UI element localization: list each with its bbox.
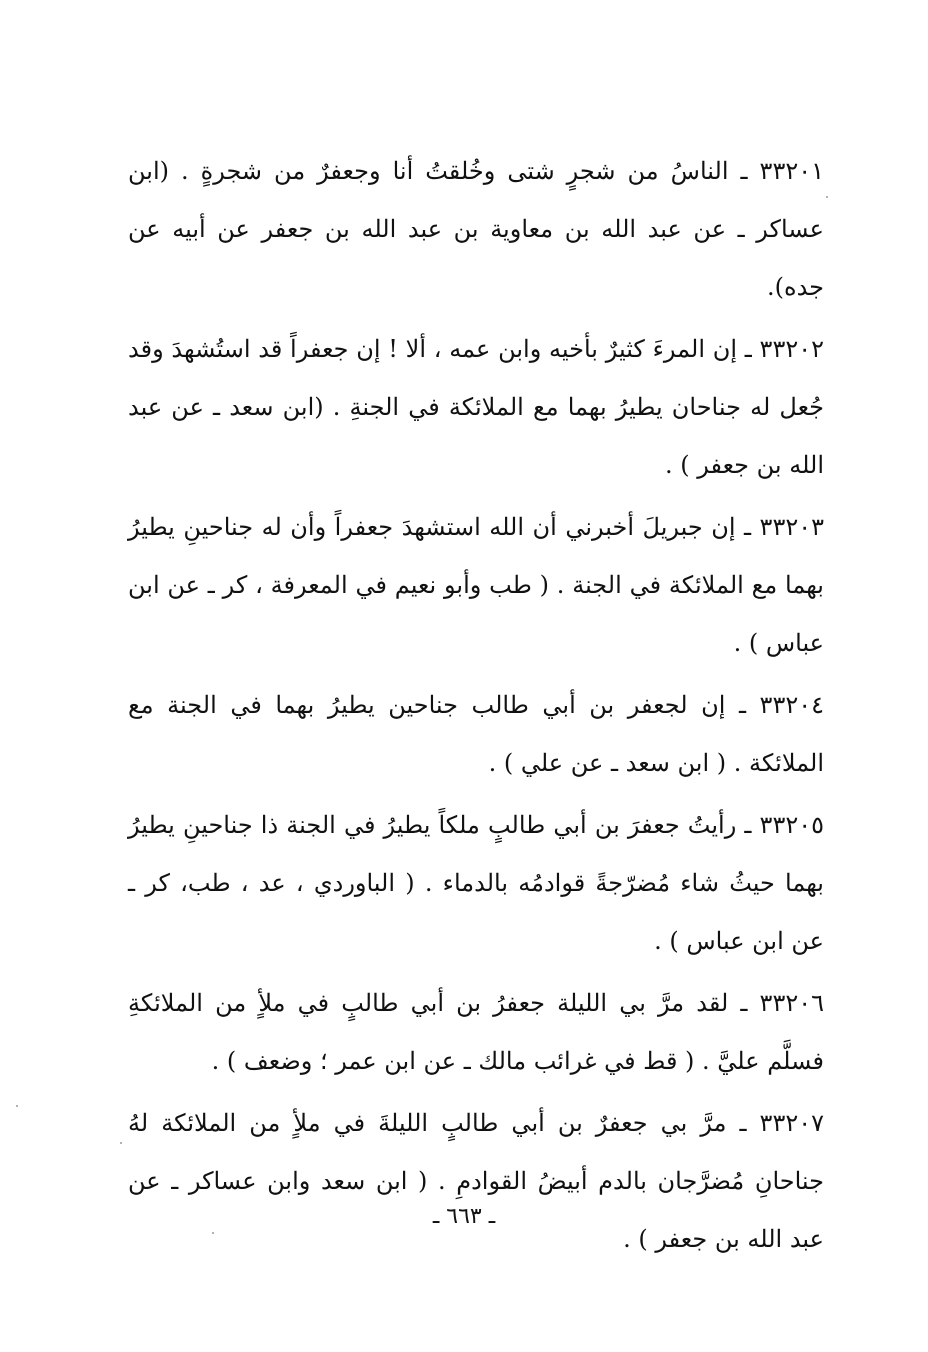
scan-speck xyxy=(16,1105,18,1107)
hadith-33206: ٣٣٢٠٦ ـ لقد مرَّ بي الليلة جعفرُ بن أبي طالبٍ في ملأٍ من الملائكةِ فسلَّم عليَّ . ( قط في غرائب مالك ـ عن ابن عمر ؛ وضعف ) . xyxy=(128,989,824,1075)
hadith-33201: ٣٣٢٠١ ـ الناسُ من شجرٍ شتى وخُلقتُ أنا وجعفرٌ من شجرةٍ . (ابن عساكر ـ عن عبد الله بن معاوية بن عبد الله بن جعفر عن أبيه عن جده). xyxy=(128,157,824,301)
hadith-33207: ٣٣٢٠٧ ـ مرَّ بي جعفرٌ بن أبي طالبٍ الليلةَ في ملأٍ من الملائكة لهُ جناحانِ مُضرَّجان بالدم أبيضُ القوادمِ . ( ابن سعد وابن عساكر ـ عن عبد الله بن جعفر ) . xyxy=(128,1109,824,1253)
hadith-33205: ٣٣٢٠٥ ـ رأيتُ جعفرَ بن أبي طالبٍ ملكاً يطيرُ في الجنة ذا جناحينِ يطيرُ بهما حيثُ شاء مُضرّجةً قوادمُه بالدماء . ( الباوردي ، عد ، طب، كر ـ عن ابن عباس ) . xyxy=(128,811,824,955)
scan-speck xyxy=(212,1232,214,1234)
hadith-33202: ٣٣٢٠٢ ـ إن المرءَ كثيرٌ بأخيه وابن عمه ، ألا ! إن جعفراً قد استُشهدَ وقد جُعل له جناحان يطيرُ بهما مع الملائكة في الجنةِ . (ابن سعد ـ عن عبد الله بن جعفر ) . xyxy=(128,335,824,479)
page-number: ـ ٦٦٣ ـ xyxy=(432,1204,496,1229)
hadith-33203: ٣٣٢٠٣ ـ إن جبريلَ أخبرني أن الله استشهدَ جعفراً وأن له جناحينِ يطيرُ بهما مع الملائكة في الجنة . ( طب وأبو نعيم في المعرفة ، كر ـ عن ابن عباس ) . xyxy=(128,513,824,657)
page-body xyxy=(128,142,824,1268)
scan-speck xyxy=(120,1142,122,1144)
scan-speck xyxy=(826,196,828,198)
hadith-33204: ٣٣٢٠٤ ـ إن لجعفر بن أبي طالب جناحين يطيرُ بهما في الجنة مع الملائكة . ( ابن سعد ـ عن علي ) . xyxy=(128,691,824,777)
